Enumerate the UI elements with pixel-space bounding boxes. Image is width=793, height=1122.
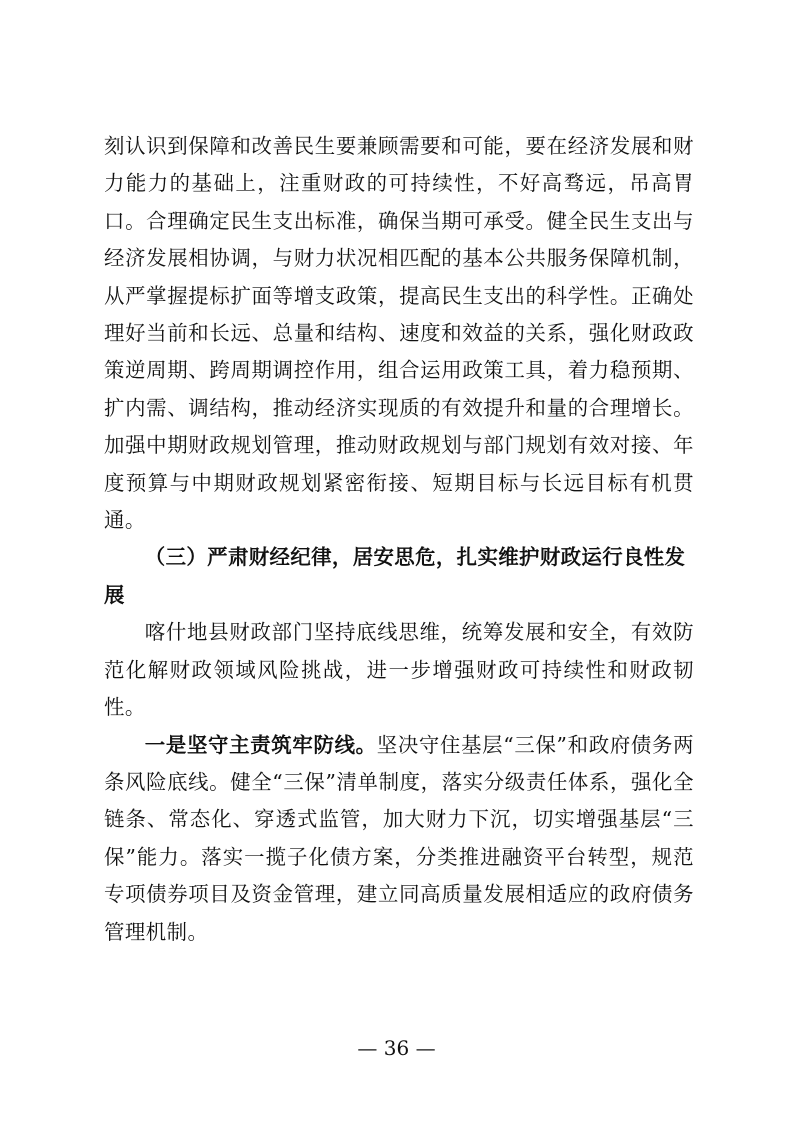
point-one-body: 坚决守住基层“三保”和政府债务两条风险底线。健全“三保”清单制度，落实分级责任体系，强化全链条、常态化、穿透式监管，加大财力下沉，切实增强基层“三保”能力。落实一揽子化债方案，分类推进融资平台转型，规范专项债券项目及资金管理，建立同高质量发展相适应的政府债务管理机制。 [104, 732, 694, 944]
page-number: — 36 — [357, 1036, 436, 1060]
section-intro-paragraph: 喀什地县财政部门坚持底线思维，统筹发展和安全，有效防范化解财政领域风险挑战，进一步增强财政可持续性和财政韧性。 [104, 620, 694, 720]
point-one-paragraph [104, 727, 694, 951]
continued-paragraph: 刻认识到保障和改善民生要兼顾需要和可能，要在经济发展和财力能力的基础上，注重财政的可持续性，不好高骛远，吊高胃口。合理确定民生支出标准，确保当期可承受。健全民生支出与经济发展相协调，与财力状况相匹配的基本公共服务保障机制，从严掌握提标扩面等增支政策，提高民生支出的科学性。正确处理好当前和长远、总量和结构、速度和效益的关系，强化财政政策逆周期、跨周期调控作用，组合运用政策工具，着力稳预期、扩内需、调结构，推动经济实现质的有效提升和量的合理增长。加强中期财政规划管理，推动财政规划与部门规划有效对接、年度预算与中期财政规划紧密衔接、短期目标与长远目标有机贯通。 [104, 134, 694, 533]
point-one-lead: 一是坚守主责筑牢防线。 [144, 732, 377, 757]
document-body [104, 128, 694, 951]
section-heading: （三）严肃财经纪律，居安思危，扎实维护财政运行良性发展 [104, 545, 686, 607]
